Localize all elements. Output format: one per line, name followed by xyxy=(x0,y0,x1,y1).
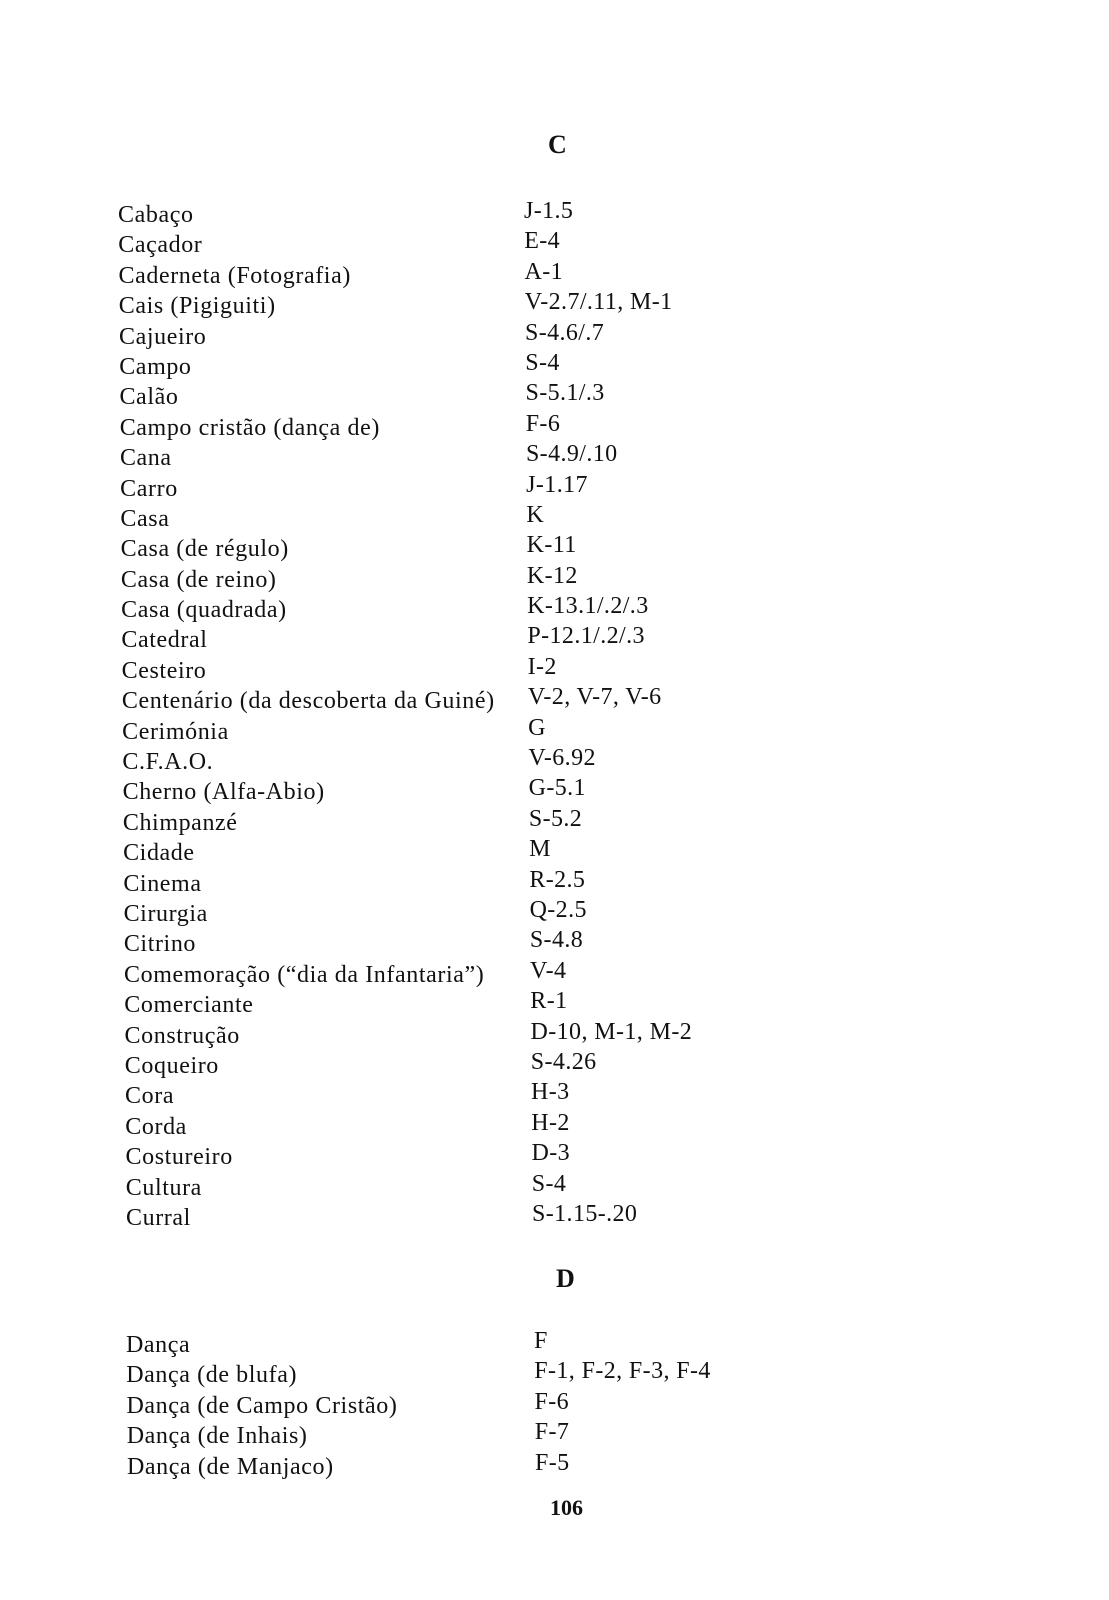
index-reference: K-12 xyxy=(526,562,578,589)
index-reference: V-6.92 xyxy=(528,745,596,772)
index-entry xyxy=(0,686,1109,716)
index-reference: V-2.7/.11, M-1 xyxy=(524,289,673,316)
index-term: Costureiro xyxy=(125,1144,233,1171)
index-reference: K-13.1/.2/.3 xyxy=(527,593,649,620)
index-term: Casa (quadrada) xyxy=(121,597,287,624)
index-term: Casa xyxy=(120,505,170,532)
index-term: Dança (de Inhais) xyxy=(126,1423,308,1450)
index-term: Cinema xyxy=(123,870,202,897)
index-entry xyxy=(0,1200,1109,1233)
index-reference: V-4 xyxy=(530,957,567,984)
index-reference: Q-2.5 xyxy=(529,896,587,923)
index-reference: F xyxy=(534,1328,548,1354)
section-heading-d: D xyxy=(556,1264,576,1293)
index-reference: J-1.17 xyxy=(526,471,588,498)
index-reference: D-3 xyxy=(531,1140,571,1167)
index-list-c xyxy=(0,200,1109,1233)
index-term: Corda xyxy=(125,1113,187,1140)
index-term: Cajueiro xyxy=(118,323,207,350)
index-term: Cerimónia xyxy=(122,718,229,745)
index-term: Citrino xyxy=(123,931,197,958)
index-reference: F-1, F-2, F-3, F-4 xyxy=(534,1358,711,1385)
index-reference: S-5.1/.3 xyxy=(525,380,605,407)
index-reference: S-1.15-.20 xyxy=(532,1200,638,1227)
index-term: Dança xyxy=(126,1332,191,1358)
index-term: Centenário (da descoberta da Guiné) xyxy=(121,688,495,715)
index-reference: R-2.5 xyxy=(529,866,586,893)
index-reference: H-2 xyxy=(531,1109,570,1136)
index-term: Dança (de blufa) xyxy=(126,1362,298,1389)
index-reference: A-1 xyxy=(524,258,564,285)
index-term: Casa (de reino) xyxy=(120,566,277,593)
index-term: Cirurgia xyxy=(123,900,208,927)
index-term: Dança (de Manjaco) xyxy=(127,1453,334,1480)
index-term: Carro xyxy=(120,475,178,502)
index-reference: F-5 xyxy=(535,1449,570,1476)
index-term: Campo xyxy=(119,353,192,380)
index-reference: H-3 xyxy=(531,1079,570,1106)
index-reference: M xyxy=(529,836,551,863)
index-term: Comemoração (“dia da Infantaria”) xyxy=(124,961,485,988)
index-term: Catedral xyxy=(121,627,208,654)
index-term: Caçador xyxy=(118,232,203,259)
index-reference: F-7 xyxy=(534,1419,570,1446)
index-entry xyxy=(0,471,1109,504)
index-term: Dança (de Campo Cristão) xyxy=(126,1392,398,1419)
index-reference: S-4.8 xyxy=(529,927,584,954)
index-term: Cultura xyxy=(125,1174,202,1201)
index-reference: F-6 xyxy=(534,1388,570,1415)
section-heading-c: C xyxy=(548,130,568,159)
index-reference: S-4 xyxy=(531,1170,567,1197)
index-term: Curral xyxy=(126,1204,191,1231)
index-entry xyxy=(0,805,1109,838)
index-term: Cesteiro xyxy=(121,657,207,684)
index-term: Chimpanzé xyxy=(122,809,238,836)
index-term: Caderneta (Fotografia) xyxy=(118,262,351,289)
index-term: Calão xyxy=(119,384,179,411)
index-reference: V-2, V-7, V-6 xyxy=(527,684,662,711)
index-reference: G-5.1 xyxy=(528,775,586,802)
index-term: Campo cristão (dança de) xyxy=(119,414,380,441)
index-reference: S-4.9/.10 xyxy=(525,441,618,468)
index-reference: K xyxy=(526,501,545,528)
index-reference: S-4.26 xyxy=(530,1048,597,1075)
index-entry xyxy=(0,1449,1109,1482)
index-term: Cherno (Alfa-Abio) xyxy=(122,779,325,806)
index-term: Cidade xyxy=(123,840,195,867)
index-reference: I-2 xyxy=(527,653,557,680)
index-reference: S-4.6/.7 xyxy=(524,319,605,346)
index-term: Construção xyxy=(124,1022,240,1049)
index-term: C.F.A.O. xyxy=(122,749,214,776)
index-term: Casa (de régulo) xyxy=(120,536,289,563)
index-reference: E-4 xyxy=(524,228,561,255)
index-term: Comerciante xyxy=(124,992,254,1019)
page-number: 106 xyxy=(550,1495,583,1520)
index-reference: P-12.1/.2/.3 xyxy=(527,623,645,650)
index-reference: S-4 xyxy=(525,349,560,376)
index-reference: R-1 xyxy=(530,988,568,1015)
index-list-d xyxy=(0,1330,1109,1482)
index-term: Cais (Pigiguiti) xyxy=(118,293,276,320)
index-reference: J-1.5 xyxy=(524,198,574,224)
index-reference: F-6 xyxy=(525,410,561,437)
index-reference: S-5.2 xyxy=(528,805,583,832)
index-term: Cana xyxy=(119,445,172,472)
index-term: Cora xyxy=(125,1083,175,1110)
index-reference: G xyxy=(528,714,546,741)
index-reference: K-11 xyxy=(526,532,577,559)
index-term: Cabaço xyxy=(118,202,194,228)
index-reference: D-10, M-1, M-2 xyxy=(530,1018,693,1045)
index-term: Coqueiro xyxy=(124,1052,219,1079)
